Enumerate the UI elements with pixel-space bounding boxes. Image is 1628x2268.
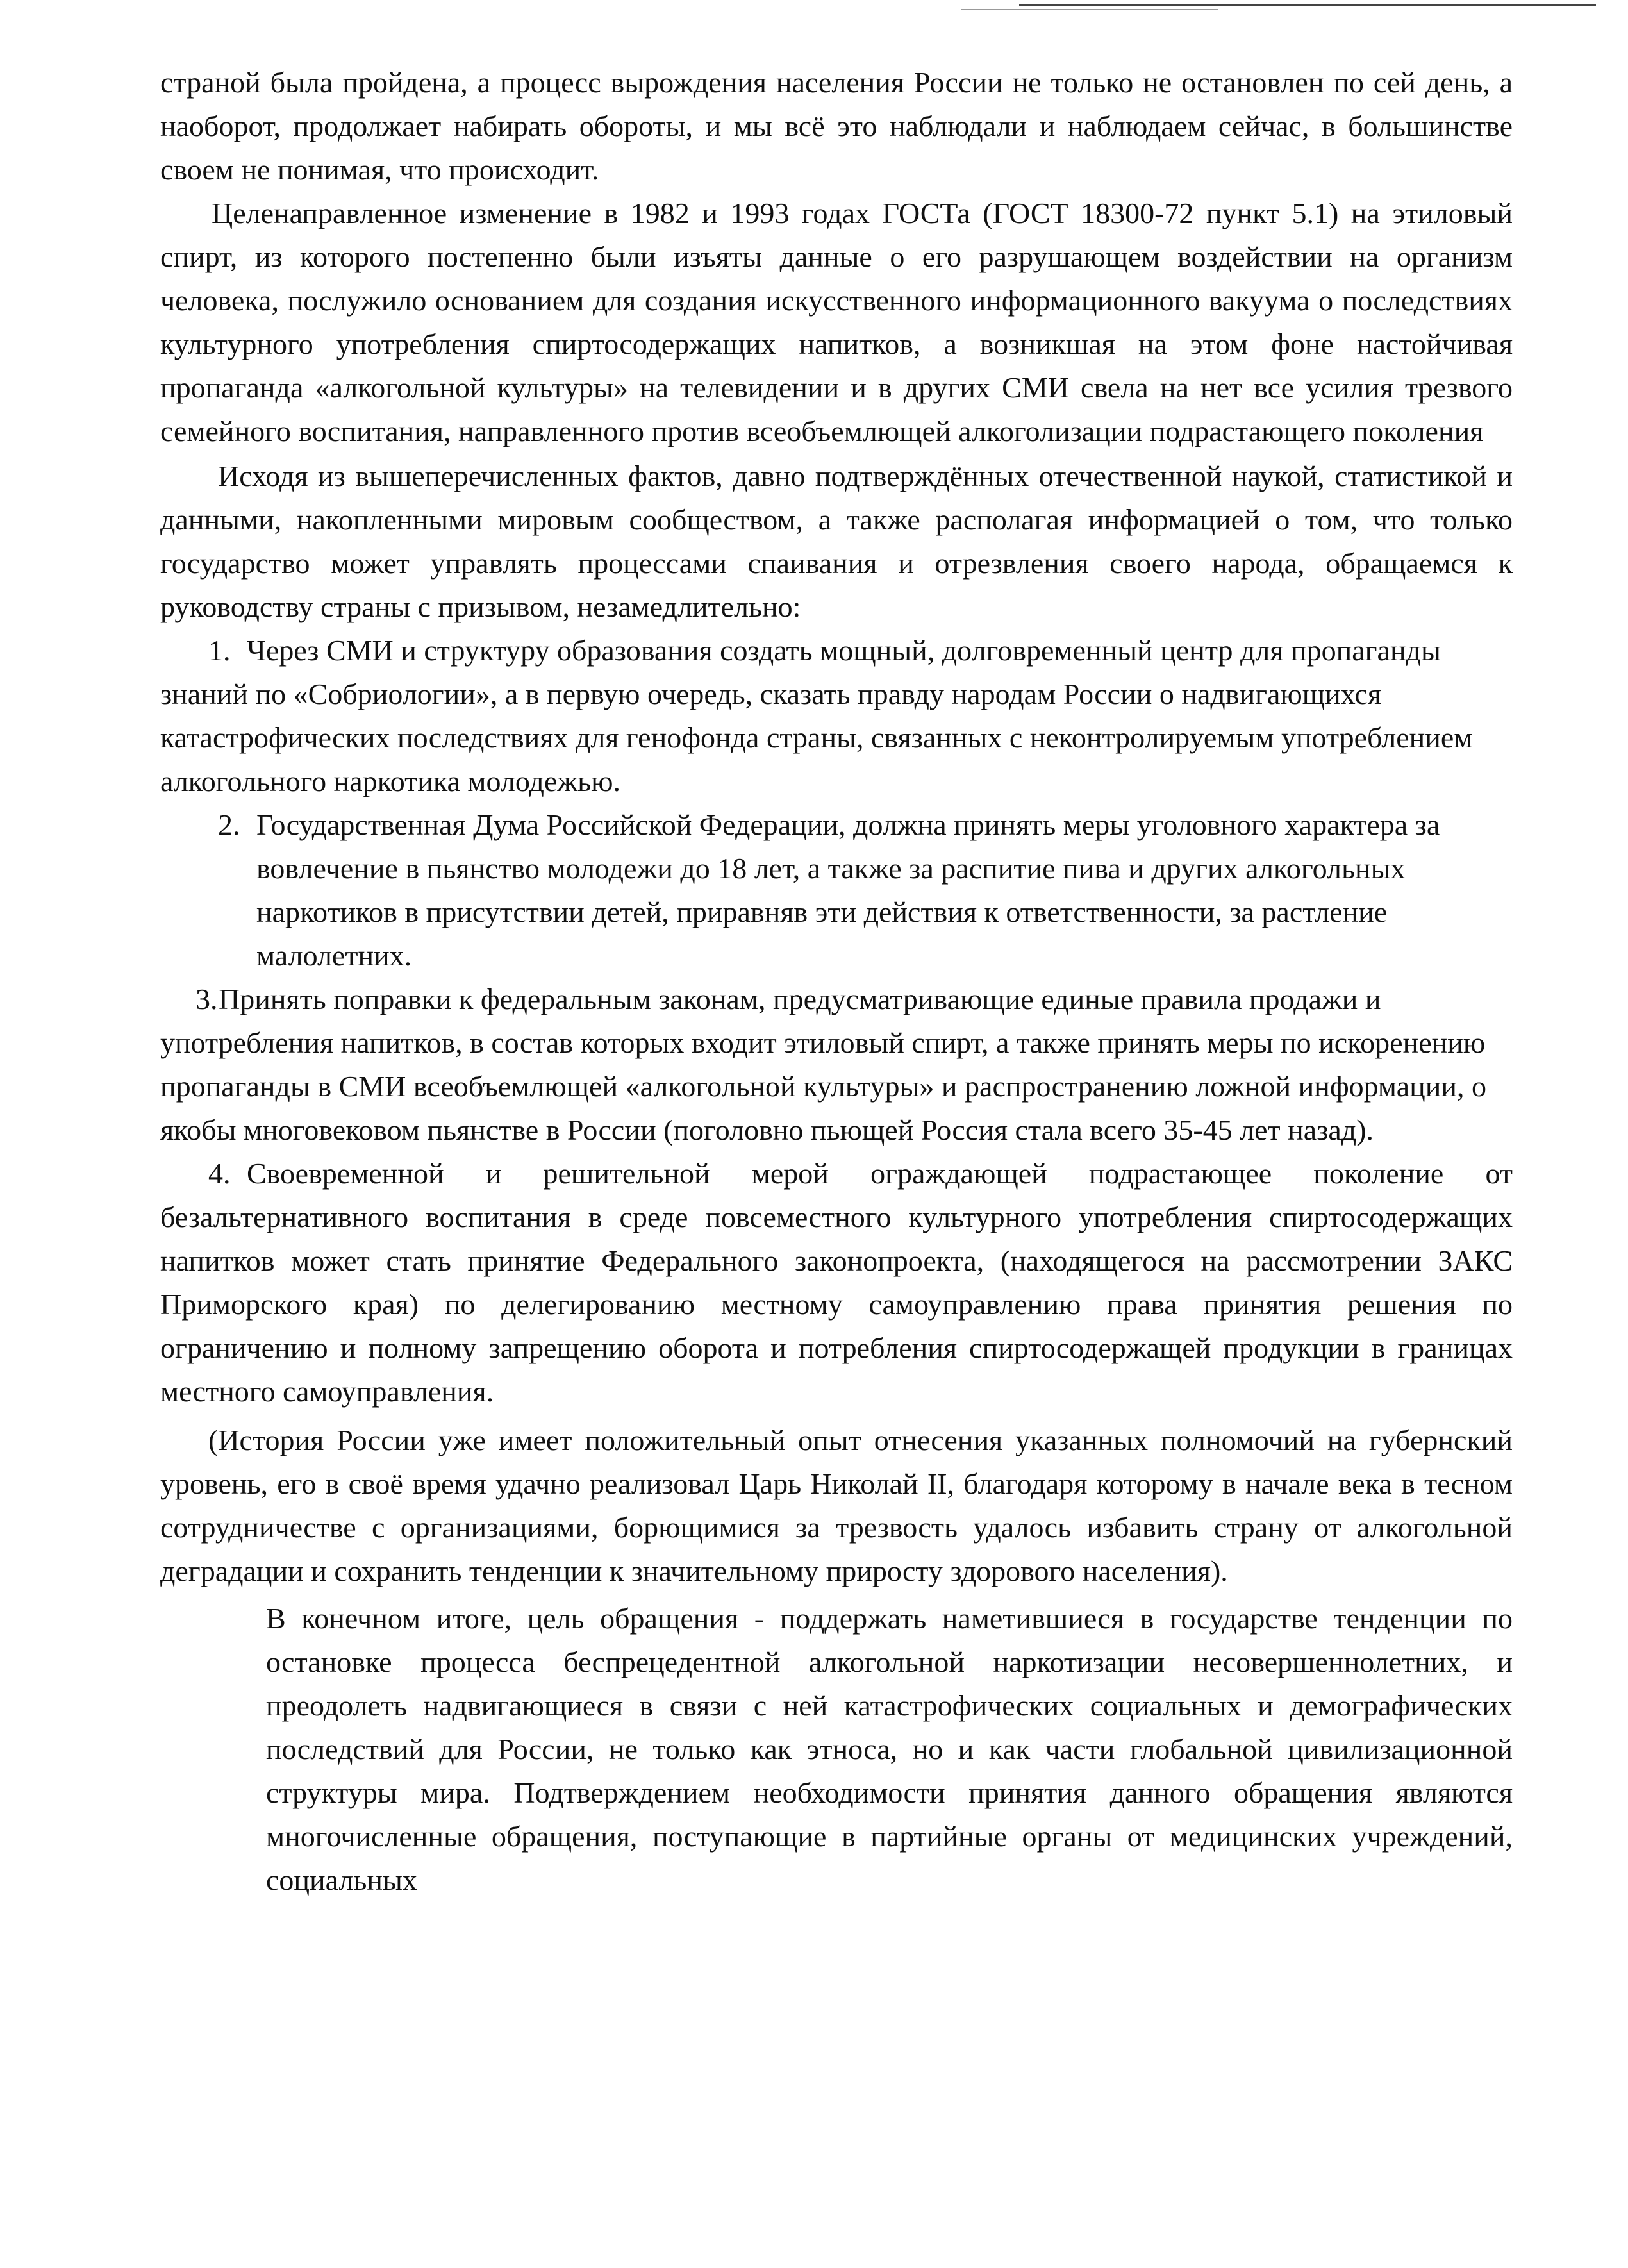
paragraph-conclusion: В конечном итоге, цель обращения - поддержать наметившиеся в государстве тенденции по остановке процесса беспрецедентной алкогольной наркотизации несовершеннолетних, и преодолеть надвигающиеся в связи с ней катастрофических социальных и демографических последствий для России, не только как этноса, но и как части глобальной цивилизационной структуры мира. Подтверждением необходимости принятия данного обращения являются многочисленные обращения, поступающие в партийные органы от медицинских учреждений, социальных (266, 1602, 1513, 1896)
scan-edge-line (1019, 4, 1596, 6)
paragraph-history: (История России уже имеет положительный опыт отнесения указанных полномочий на губернский уровень, его в своё время удачно реализовал Царь Николай II, благодаря которому в начале века в тесном сотрудничестве с организациями, борющимися за трезвость удалось избавить страну от алкогольной деградации и сохранить тенденции к значительному приросту здорового населения). (160, 1424, 1513, 1587)
list-item-3 (160, 978, 1513, 1152)
list-item-text: Принять поправки к федеральным законам, предусматривающие единые правила продажи и употребления напитков, в состав которых входит этиловый спирт, а также принять меры по искоренению пропаганды в СМИ всеобъемлющей «алкогольной культуры» и распространению ложной информации, о якобы многовековом пьянстве в России (поголовно пьющей Россия стала всего 35-45 лет назад). (160, 983, 1486, 1146)
list-item-number: 2. (218, 808, 240, 841)
paragraph-continuation: страной была пройдена, а процесс вырождения населения России не только не остановлен по сей день, а наоборот, продолжает набирать обороты, и мы всё это наблюдали и наблюдаем сейчас, в большинстве своем не понимая, что происходит. (160, 66, 1513, 186)
list-item-text: Государственная Дума Российской Федерации, должна принять меры уголовного характера за вовлечение в пьянство молодежи до 18 лет, а также за распитие пива и других алкогольных наркотиков в присутствии детей, приравняв эти действия к ответственности, за растление малолетних. (256, 808, 1440, 972)
paragraph-appeal-intro: Исходя из вышеперечисленных фактов, давно подтверждённых отечественной наукой, статистикой и данными, накопленными мировым сообществом, а также располагая информацией о том, что только государство может управлять процессами спаивания и отрезвления своего народа, обращаемся к руководству страны с призывом, незамедлительно: (160, 460, 1513, 623)
list-item-number: 1. (208, 634, 231, 667)
document-page (160, 61, 1513, 1902)
list-item-1 (160, 629, 1513, 803)
scan-edge-line-thin (961, 9, 1218, 10)
paragraph-gost: Целенаправленное изменение в 1982 и 1993 годах ГОСТа (ГОСТ 18300-72 пункт 5.1) на этиловый спирт, из которого постепенно были изъяты данные о его разрушающем воздействии на организм человека, послужило основанием для создания искусственного информационного вакуума о последствиях культурного употребления спиртосодержащих напитков, а возникшая на этом фоне настойчивая пропаганда «алкогольной культуры» на телевидении и в других СМИ свела на нет все усилия трезвого семейного воспитания, направленного против всеобъемлющей алкоголизации подрастающего поколения (160, 197, 1513, 447)
list-item-2 (160, 803, 1513, 978)
list-item-4 (160, 1152, 1513, 1413)
list-item-text: Через СМИ и структуру образования создать мощный, долговременный центр для пропаганды знаний по «Собриологии», а в первую очередь, сказать правду народам России о надвигающихся катастрофических последствиях для генофонда страны, связанных с неконтролируемым употреблением алкогольного наркотика молодежью. (160, 634, 1473, 797)
list-item-number: 4. (208, 1157, 231, 1190)
list-item-number: 3. (195, 983, 218, 1015)
demands-list (160, 629, 1513, 1413)
list-item-text: Своевременной и решительной мерой ограждающей подрастающее поколение от безальтернативного воспитания в среде повсеместного культурного употребления спиртосодержащих напитков может стать принятие Федерального законопроекта, (находящегося на рассмотрении ЗАКС Приморского края) по делегированию местному самоуправлению права принятия решения по ограничению и полному запрещению оборота и потребления спиртосодержащей продукции в границах местного самоуправления. (160, 1157, 1513, 1408)
